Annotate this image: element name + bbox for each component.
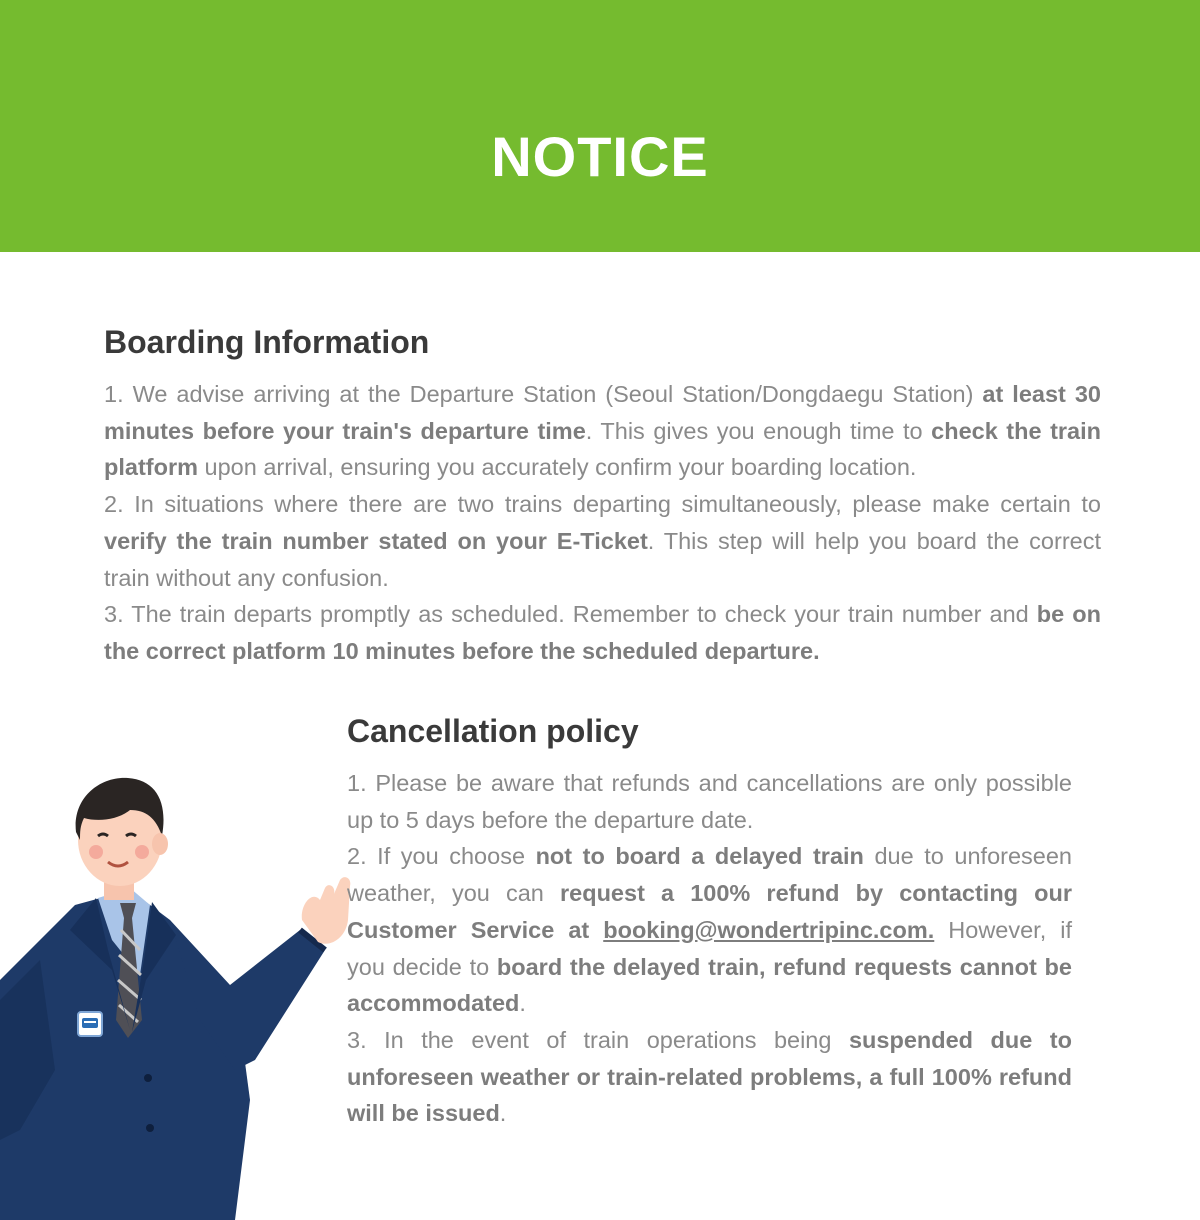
customer-service-email-link[interactable]: booking@wondertripinc.com. <box>603 916 935 943</box>
cancellation-item-3-text: 3. In the event of train operations being <box>347 1026 849 1053</box>
cancellation-item-2 <box>347 838 1072 1022</box>
boarding-item-3-text: 3. The train departs promptly as scheduled. Remember to check your train number and <box>104 601 1037 628</box>
boarding-information-section <box>104 322 1101 670</box>
cancellation-item-3-emphasis: suspended due to unforeseen weather or train-related problems, a full 100% refund will be issued <box>347 1026 1072 1127</box>
boarding-item-1-text-2: . This gives you enough time to <box>585 417 932 444</box>
cancellation-item-1-text: 1. Please be aware that refunds and cancellations are only possible up to 5 days before the departure date. <box>347 770 1072 833</box>
boarding-item-1-emphasis: at least 30 minutes before your train's departure time <box>104 381 1101 444</box>
cancellation-item-2-text-4: . <box>519 990 526 1017</box>
boarding-item-1-text-3: upon arrival, ensuring you accurately confirm your boarding location. <box>198 454 917 481</box>
banner-title: NOTICE <box>491 125 709 188</box>
cancellation-item-1 <box>347 765 1072 838</box>
cancellation-item-2-text-2: due to unforeseen weather, you can <box>347 843 1072 907</box>
station-staff-illustration <box>0 770 360 1220</box>
boarding-item-1-text: 1. We advise arriving at the Departure Station (Seoul Station/Dongdaegu Station) <box>104 381 983 407</box>
notice-banner <box>0 0 1200 252</box>
cancellation-policy-section <box>347 711 1072 1132</box>
boarding-item-3 <box>104 596 1101 669</box>
train-badge-icon <box>78 1012 102 1036</box>
cancellation-item-2-text-3: However, if you decide to <box>347 916 1072 980</box>
cancellation-item-3 <box>347 1022 1072 1132</box>
boarding-item-2-text-2: . This step will help you board the correct train without any confusion. <box>104 527 1101 591</box>
boarding-item-3-emphasis: be on the correct platform 10 minutes before the scheduled departure. <box>104 601 1101 664</box>
cancellation-item-2-text: 2. If you choose <box>347 843 536 870</box>
cancellation-heading: Cancellation policy <box>347 713 639 749</box>
boarding-item-2 <box>104 486 1101 596</box>
boarding-item-2-emphasis: verify the train number stated on your E-Ticket <box>104 527 648 554</box>
boarding-heading: Boarding Information <box>104 324 430 360</box>
boarding-item-1-emphasis-2: check the train platform <box>104 417 1102 481</box>
boarding-item-1 <box>104 376 1101 486</box>
cancellation-item-2-emphasis-2: request a 100% refund by contacting our Customer Service at <box>347 880 1073 943</box>
cancellation-item-2-emphasis-3: board the delayed train, refund requests cannot be accommodated <box>347 953 1072 1017</box>
boarding-item-2-text: 2. In situations where there are two trains departing simultaneously, please make certain to <box>104 491 1101 518</box>
cancellation-item-2-emphasis: not to board a delayed train <box>535 843 864 870</box>
cancellation-item-3-text-2: . <box>499 1100 507 1127</box>
